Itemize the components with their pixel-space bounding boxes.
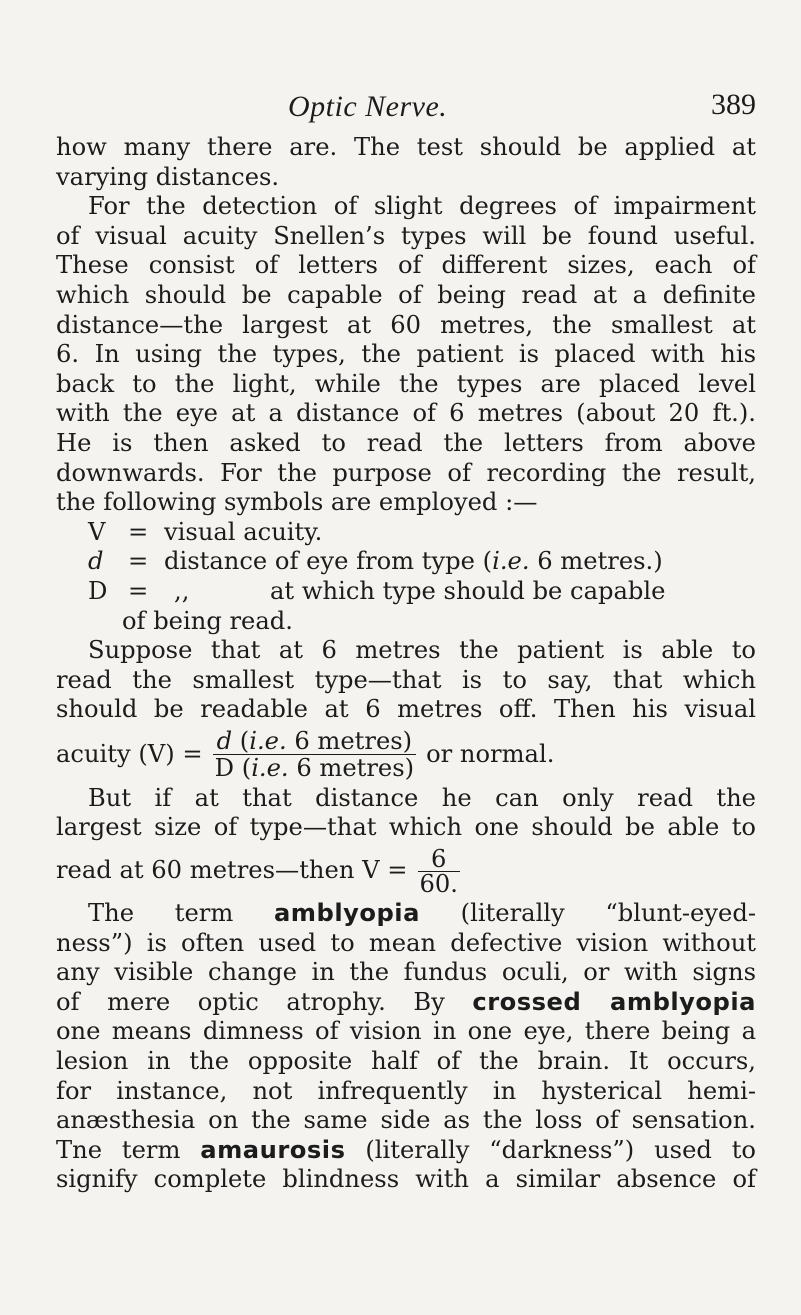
text-line: signify complete blindness with a similar absence of (56, 1165, 756, 1194)
text-line: should be readable at 6 metres off. Then his visual (56, 695, 756, 724)
formula-lead: read at 60 metres—then V = (56, 856, 408, 885)
text-line: back to the light, while the types are placed level (56, 369, 756, 398)
acuity-formula (56, 725, 756, 784)
text-line: varying distances. (56, 162, 280, 191)
text-line: of being read. (122, 606, 293, 635)
text-line: distance—the largest at 60 metres, the smallest at (56, 310, 756, 339)
sixty-metre-formula (56, 843, 756, 899)
text-line: These consist of letters of different sizes, each of (56, 251, 756, 280)
text-line: of mere optic atrophy. By crossed amblyopia (56, 987, 756, 1016)
symbol: V (88, 517, 106, 546)
definition-text: at which type should be capable (270, 576, 666, 605)
text-line: Tne term amaurosis (literally “darkness”) used to (56, 1135, 756, 1164)
numerator: 6 (431, 844, 447, 873)
ditto-mark: ,, (174, 576, 190, 605)
text-line: largest size of type—that which one should be able to (56, 813, 756, 842)
text-line: But if at that distance he can only read the (88, 783, 756, 812)
text-line: 6. In using the types, the patient is placed with his (56, 340, 756, 369)
text-line: with the eye at a distance of 6 metres (about 20 ft.). (56, 399, 756, 428)
term-amaurosis: amaurosis (200, 1135, 346, 1164)
definition-d (56, 547, 756, 577)
equals-sign: = (128, 547, 149, 576)
text-line: any visible change in the fundus oculi, or with signs (56, 958, 756, 987)
denominator: 60. (419, 869, 458, 898)
term-amblyopia: amblyopia (273, 899, 420, 928)
text-line: downwards. For the purpose of recording the result, (56, 458, 756, 487)
formula-lead: acuity (V) = (56, 739, 203, 768)
definition-text: visual acuity. (164, 517, 323, 546)
text-line: The term amblyopia (literally “blunt-eyed- (88, 899, 756, 928)
definition-v (56, 518, 756, 548)
text-line: For the detection of slight degrees of impairment (88, 192, 756, 221)
symbol: D (88, 576, 108, 605)
text-line: of visual acuity Snellen’s types will be found useful. (56, 221, 756, 250)
running-head: Optic Nerve. (288, 90, 448, 123)
fraction (213, 728, 416, 781)
formula-trail: or normal. (426, 739, 555, 768)
text-line: for instance, not infrequently in hysterical hemi- (56, 1076, 756, 1105)
term-crossed-amblyopia: crossed amblyopia (472, 987, 756, 1016)
text-line: lesion in the opposite half of the brain. It occurs, (56, 1047, 756, 1076)
equals-sign: = (128, 576, 149, 605)
text-line: anæsthesia on the same side as the loss of sensation. (56, 1106, 756, 1135)
equals-sign: = (128, 517, 149, 546)
text-line: one means dimness of vision in one eye, there being a (56, 1017, 756, 1046)
text-line: ness”) is often used to mean defective vision without (56, 928, 756, 957)
text-line: which should be capable of being read at a definite (56, 280, 756, 309)
symbol: d (88, 547, 104, 576)
text-line: the following symbols are employed :— (56, 488, 538, 517)
denominator: D (i.e. 6 metres) (214, 753, 415, 782)
definition-text: distance of eye from type (i.e. 6 metres.) (164, 547, 663, 576)
page-header (56, 86, 756, 126)
definition-D (56, 577, 756, 607)
page-number: 389 (711, 88, 756, 121)
body-text (56, 133, 756, 1195)
text-line: how many there are. The test should be applied at (56, 133, 756, 161)
fraction (418, 844, 460, 898)
text-line: Suppose that at 6 metres the patient is able to (88, 636, 756, 665)
text-line: read the smallest type—that is to say, that which (56, 665, 756, 694)
text-line: He is then asked to read the letters from above (56, 428, 756, 457)
numerator: d (i.e. 6 metres) (216, 726, 413, 755)
